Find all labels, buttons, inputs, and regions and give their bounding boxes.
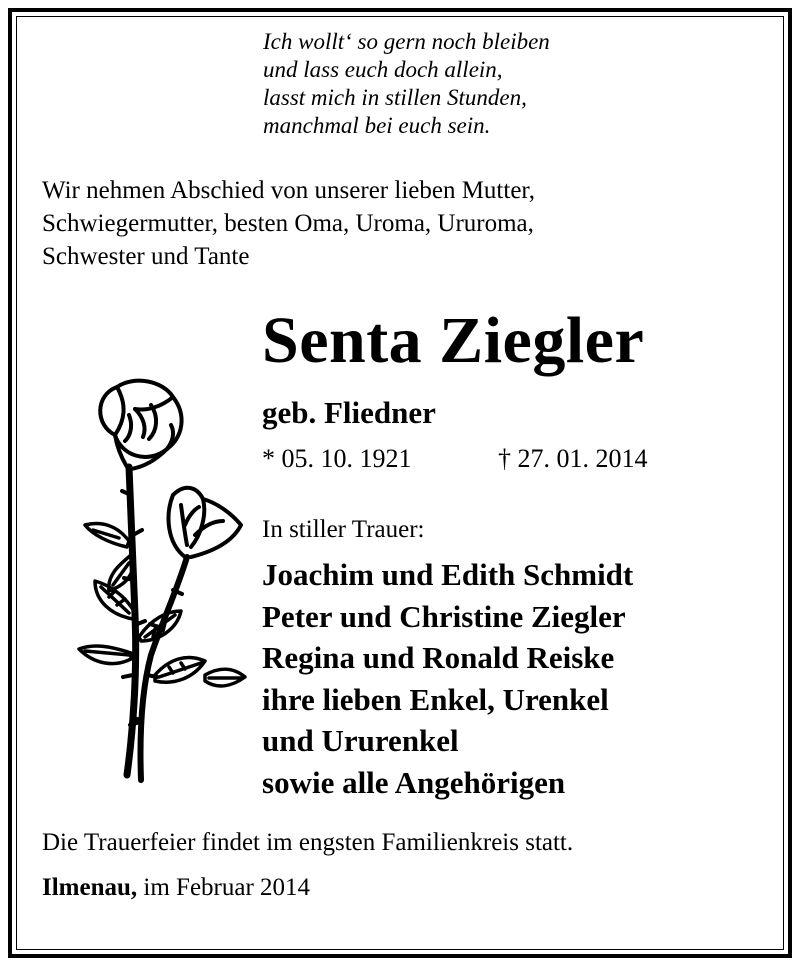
rose-second-bloom <box>169 488 241 557</box>
mourner-entry: Peter und Christine Ziegler <box>262 598 626 634</box>
place-name: Ilmenau, <box>42 874 138 901</box>
mourner-entry: ihre lieben Enkel, Urenkel <box>262 681 609 717</box>
deceased-name: Senta Ziegler <box>262 304 645 377</box>
intro-line: Schwester und Tante <box>42 243 250 270</box>
birth-date: * 05. 10. 1921 <box>262 444 412 473</box>
poem-line: lasst mich in stillen Stunden, <box>263 85 527 110</box>
poem-line: Ich wollt‘ so gern noch bleiben <box>263 29 550 54</box>
death-date: † 27. 01. 2014 <box>498 444 648 473</box>
mourner-entry: Joachim und Edith Schmidt <box>262 557 634 592</box>
intro-line: Wir nehmen Abschied von unserer lieben Mutter, <box>42 177 535 204</box>
rose-top-bloom <box>100 381 181 469</box>
announcement-date: im Februar 2014 <box>143 874 311 901</box>
poem-line: und lass euch doch allein, <box>263 57 503 82</box>
mourner-entry: sowie alle Angehörigen <box>262 764 566 800</box>
mourners-list <box>262 554 633 803</box>
mourner-entry: und Ururenkel <box>262 723 459 758</box>
intro-line: Schwiegermutter, besten Oma, Uroma, Ururoma, <box>42 210 534 237</box>
place-and-date <box>42 872 310 904</box>
ceremony-note: Die Trauerfeier findet im engsten Familienkreis statt. <box>42 829 574 856</box>
farewell-intro <box>42 174 535 273</box>
mourning-label: In stiller Trauer: <box>262 516 425 543</box>
rose-stem-main <box>127 467 136 775</box>
mourner-entry: Regina und Ronald Reiske <box>262 640 615 675</box>
rose-drawing-icon <box>55 375 255 795</box>
memorial-poem <box>263 28 550 140</box>
birth-name: geb. Fliedner <box>262 395 436 430</box>
poem-line: manchmal bei euch sein. <box>263 113 491 138</box>
